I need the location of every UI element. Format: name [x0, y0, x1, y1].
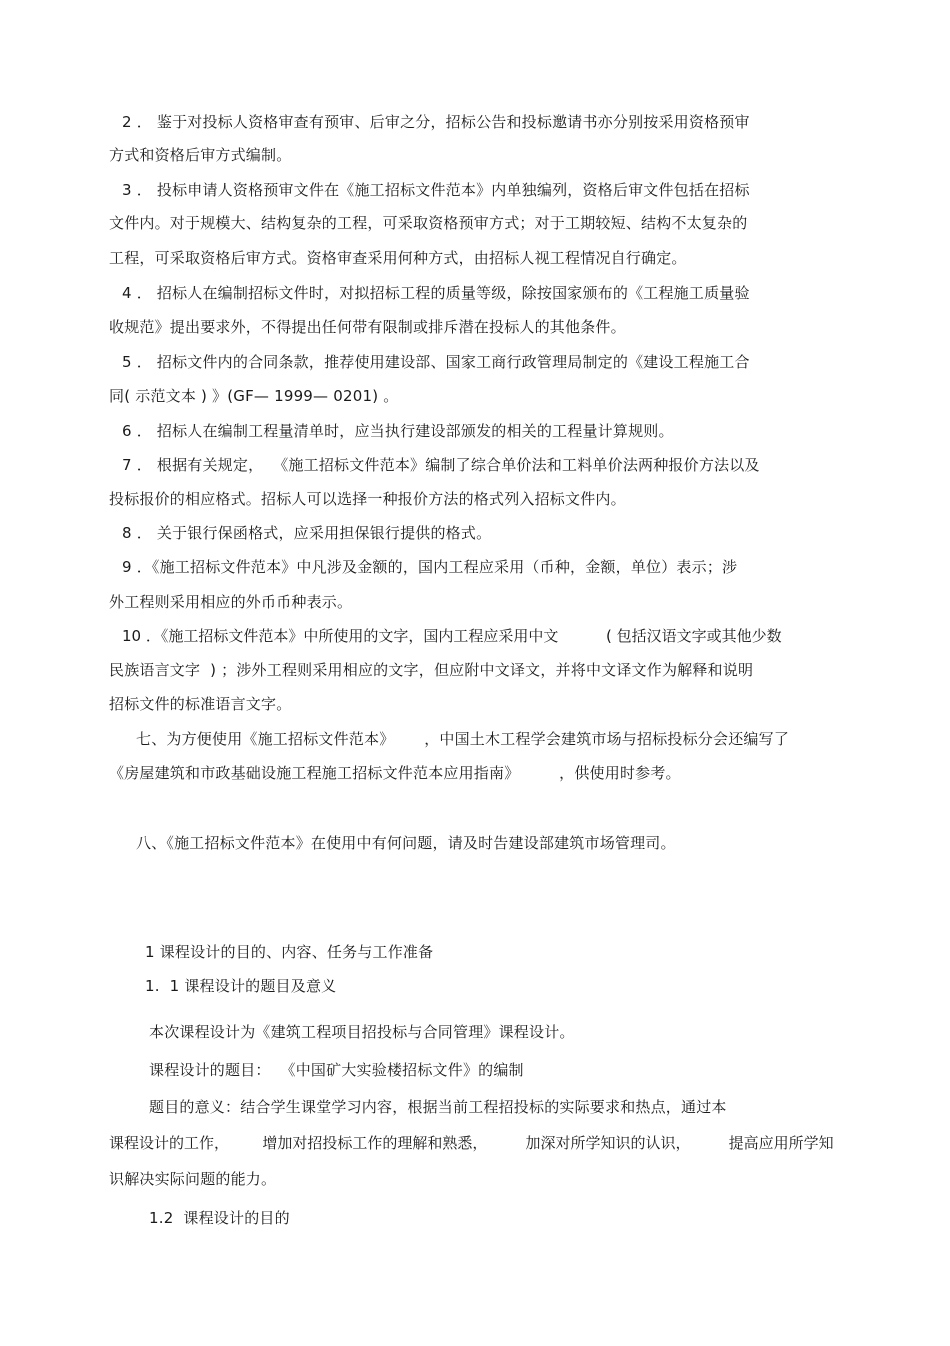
text-line: 5 ． 招标文件内的合同条款，推荐使用建设部、国家工商行政管理局制定的《建设工程施工合 [122, 353, 750, 371]
text-line: 4 ． 招标人在编制招标文件时，对拟招标工程的质量等级，除按国家颁布的《工程施工质量验 [122, 284, 750, 302]
text-line: 3 ． 投标申请人资格预审文件在《施工招标文件范本》内单独编列，资格后审文件包括在招标 [122, 181, 750, 199]
text-line: 课程设计的工作， 增加对招投标工作的理解和熟悉， 加深对所学知识的认识， 提高应用所学知 [109, 1134, 834, 1152]
text-line: 本次课程设计为《建筑工程项目招投标与合同管理》课程设计。 [149, 1023, 575, 1041]
subsection-heading: 1.2 课程设计的目的 [149, 1209, 290, 1227]
text-line: 收规范》提出要求外，不得提出任何带有限制或排斥潜在投标人的其他条件。 [109, 318, 626, 336]
text-line: 投标报价的相应格式。招标人可以选择一种报价方法的格式列入招标文件内。 [109, 490, 626, 508]
text-line: 同( 示范文本 ) 》(GF— 1999— 0201) 。 [109, 387, 399, 405]
text-line: 招标文件的标准语言文字。 [109, 695, 292, 713]
text-line: 9 ．《施工招标文件范本》中凡涉及金额的，国内工程应采用（币种，金额，单位）表示；涉 [122, 558, 738, 576]
text-line: 10 ．《施工招标文件范本》中所使用的文字，国内工程应采用中文 ( 包括汉语文字或其他少数 [122, 627, 782, 645]
text-line: 8 ． 关于银行保函格式，应采用担保银行提供的格式。 [122, 524, 492, 542]
text-line: 题目的意义：结合学生课堂学习内容，根据当前工程招投标的实际要求和热点，通过本 [149, 1098, 727, 1116]
text-line: 课程设计的题目： 《中国矿大实验楼招标文件》的编制 [149, 1061, 524, 1079]
text-line: 外工程则采用相应的外币币种表示。 [109, 593, 353, 611]
text-line: 八、《施工招标文件范本》在使用中有何问题，请及时告建设部建筑市场管理司。 [136, 834, 676, 852]
text-line: 民族语言文字 ) ；涉外工程则采用相应的文字，但应附中文译文，并将中文译文作为解释和说明 [109, 661, 754, 679]
text-line: 识解决实际问题的能力。 [109, 1170, 277, 1188]
text-line: 七、为方便使用《施工招标文件范本》 ，中国土木工程学会建筑市场与招标投标分会还编写了 [136, 730, 790, 748]
text-line: 方式和资格后审方式编制。 [109, 146, 292, 164]
text-line: 6 ． 招标人在编制工程量清单时，应当执行建设部颁发的相关的工程量计算规则。 [122, 422, 674, 440]
text-line: 《房屋建筑和市政基础设施工程施工招标文件范本应用指南》 ，供使用时参考。 [109, 764, 681, 782]
subsection-heading: 1. 1 课程设计的题目及意义 [145, 977, 337, 995]
section-heading: 1 课程设计的目的、内容、任务与工作准备 [145, 943, 434, 961]
text-line: 7 ． 根据有关规定， 《施工招标文件范本》编制了综合单价法和工料单价法两种报价方法以及 [122, 456, 760, 474]
text-line: 工程，可采取资格后审方式。资格审查采用何种方式，由招标人视工程情况自行确定。 [109, 249, 687, 267]
text-line: 文件内。对于规模大、结构复杂的工程，可采取资格预审方式；对于工期较短、结构不太复杂的 [109, 214, 748, 232]
text-line: 2 ． 鉴于对投标人资格审查有预审、后审之分，招标公告和投标邀请书亦分别按采用资格预审 [122, 113, 750, 131]
